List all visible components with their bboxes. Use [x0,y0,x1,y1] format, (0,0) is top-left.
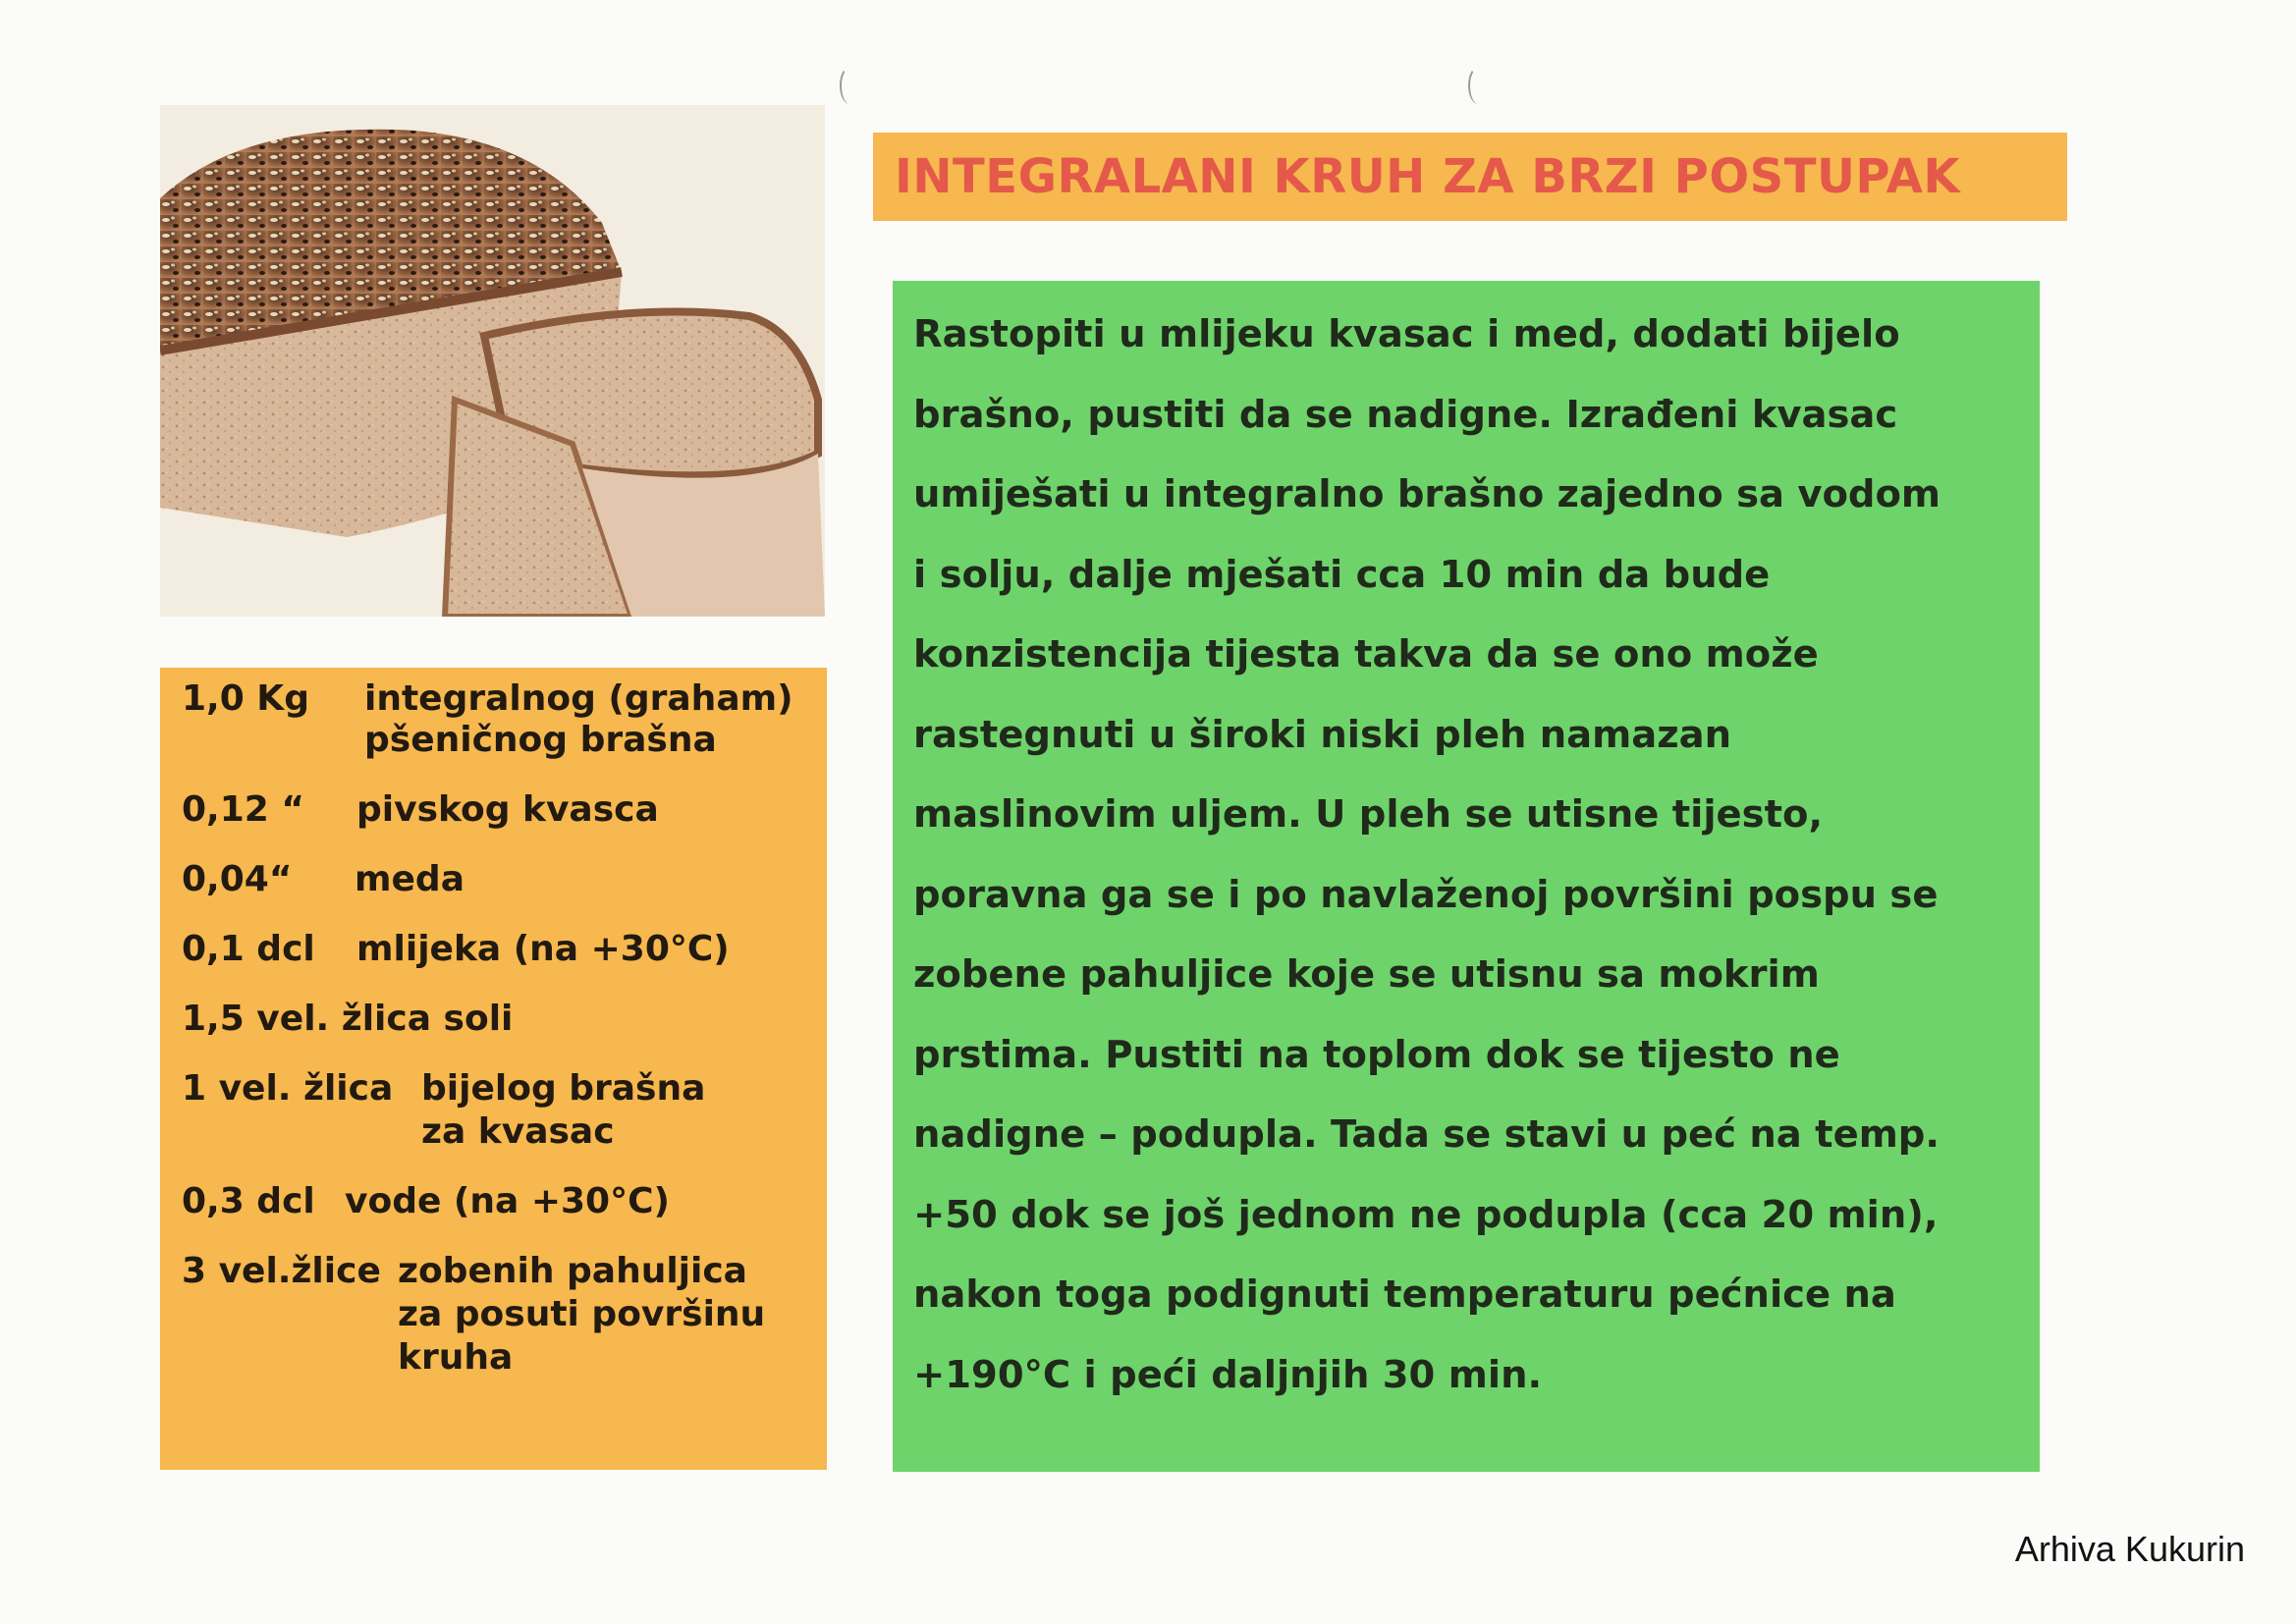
scan-mark [1468,67,1488,104]
bread-photo [160,105,825,617]
ingredient-line: zobenih pahuljica [398,1251,747,1291]
instruction-line: konzistencija tijesta takva da se ono može [913,632,1819,677]
ingredient-line: bijelog brašna [421,1068,706,1109]
ingredient-quantity: 0,04“ [182,859,293,899]
ingredient-description: meda [355,859,465,899]
ingredient-description: vode (na +30°C) [345,1181,670,1221]
ingredient-quantity: 3 vel.žlice [182,1251,381,1291]
ingredient-line: za posuti površinu [398,1294,766,1334]
ingredient-row [182,788,827,832]
ingredient-quantity: 1,5 vel. žlica soli [182,999,514,1039]
ingredient-row [182,998,827,1041]
recipe-title: INTEGRALANI KRUH ZA BRZI POSTUPAK [873,133,2067,221]
ingredient-row [182,677,827,762]
ingredient-row [182,1067,827,1154]
instruction-line: +50 dok se još jednom ne podupla (cca 20 min), [913,1192,1939,1237]
ingredient-line: za kvasac [421,1111,615,1152]
ingredient-quantity: 0,12 “ [182,789,305,830]
ingredient-description: pivskog kvasca [356,789,659,830]
instruction-line: nadigne – podupla. Tada se stavi u peć na temp. [913,1112,1940,1157]
ingredients-panel [160,668,827,1470]
ingredient-description [364,677,793,762]
bread-illustration [160,105,825,617]
ingredient-line: pšeničnog brašna [364,720,717,760]
instruction-line: poravna ga se i po navlaženoj površini pospu se [913,872,1939,917]
ingredient-line: kruha [398,1337,514,1378]
scan-mark [840,67,859,104]
instruction-line: maslinovim uljem. U pleh se utisne tijesto, [913,792,1824,837]
ingredient-row [182,858,827,901]
ingredient-description [398,1250,765,1380]
ingredient-description: mlijeka (na +30°C) [356,929,730,969]
instruction-line: brašno, pustiti da se nadigne. Izrađeni kvasac [913,392,1898,437]
ingredient-quantity: 0,1 dcl [182,929,315,969]
ingredient-quantity: 0,3 dcl [182,1181,315,1221]
instruction-line: Rastopiti u mlijeku kvasac i med, dodati bijelo [913,312,1900,356]
ingredient-description [421,1067,705,1154]
instruction-line: prstima. Pustiti na toplom dok se tijesto ne [913,1032,1840,1077]
ingredient-row [182,1250,827,1380]
ingredient-quantity: 1 vel. žlica [182,1068,394,1109]
ingredient-row [182,1180,827,1223]
archive-credit: Arhiva Kukurin [2014,1529,2245,1569]
ingredient-line: integralnog (graham) [364,678,793,719]
instruction-line: i solju, dalje mješati cca 10 min da bude [913,552,1771,597]
instruction-line: rastegnuti u široki niski pleh namazan [913,712,1732,757]
instruction-line: umiješati u integralno brašno zajedno sa vodom [913,472,1941,516]
ingredient-row [182,928,827,971]
instructions-panel [893,281,2040,1472]
instruction-line: +190°C i peći daljnjih 30 min. [913,1352,1543,1397]
instruction-line: zobene pahuljice koje se utisnu sa mokrim [913,952,1820,997]
instruction-line: nakon toga podignuti temperaturu pećnice na [913,1272,1896,1317]
ingredient-quantity: 1,0 Kg [182,678,309,719]
